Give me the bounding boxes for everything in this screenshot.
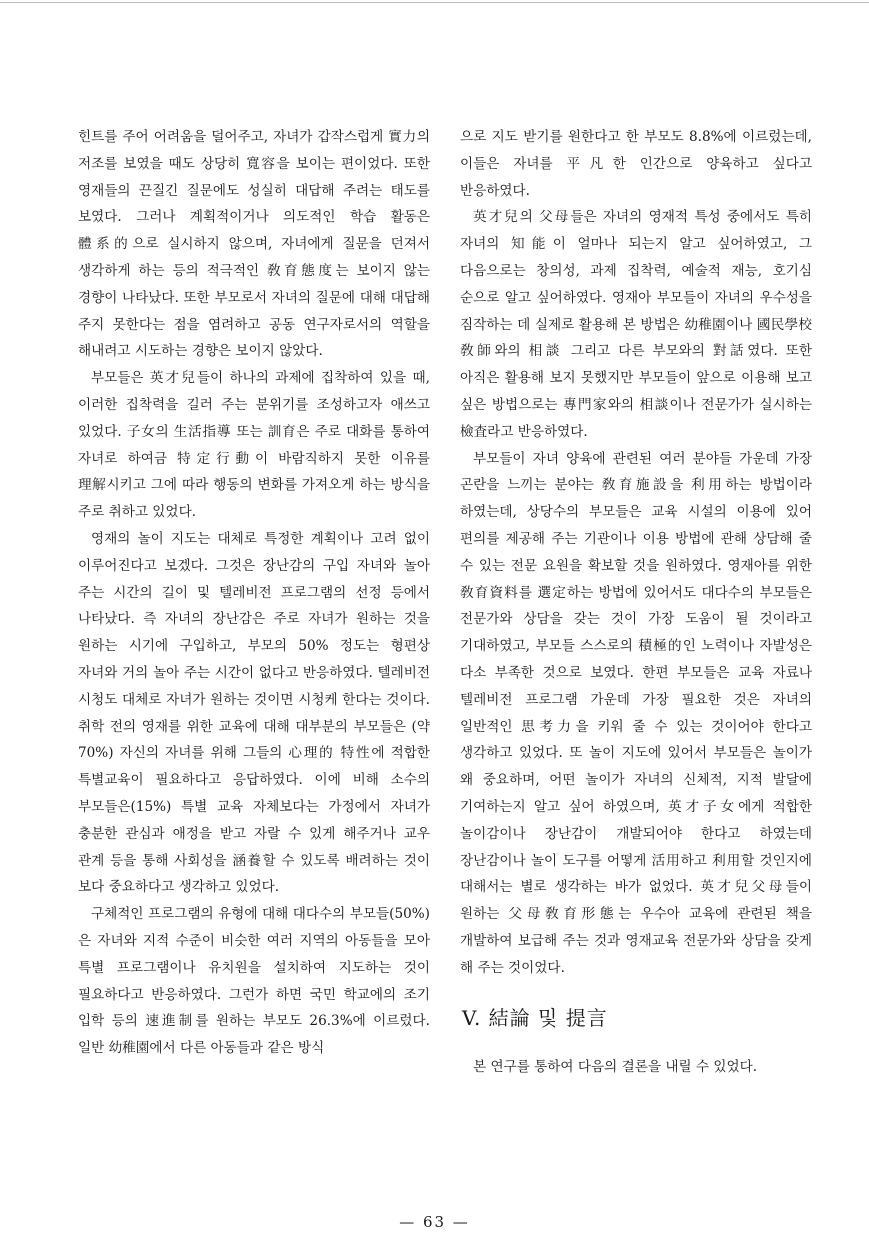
- paragraph: 영재의 놀이 지도는 대체로 특정한 계획이나 고려 없이 이루어진다고 보겠다. 그것은 장난감의 구입 자녀와 놀아 주는 시간의 길이 및 텔레비전 프로그램의 선정 등에서 나타났다. 즉 자녀의 장난감은 주로 자녀가 원하는 것을 원하는 시기에 구입하고, 부모의 50% 정도는 형편상 자녀와 거의 놀아 주는 시간이 없다고 반응하였다. 텔레비전 시청도 대체로 자녀가 원하는 것이면 시청케 한다는 것이다. 취학 전의 영재를 위한 교육에 대해 대부분의 부모들은 (약 70%) 자신의 자녀를 위해 그들의 心理的 特性에 적합한 특별교육이 필요하다고 응답하였다. 이에 비해 소수의 부모들은(15%) 특별 교육 자체보다는 가정에서 자녀가 충분한 관심과 애정을 받고 자랄 수 있게 해주거나 교우 관계 등을 통해 사회성을 涵養할 수 있도록 배려하는 것이 보다 중요하다고 생각하고 있었다.: [78, 530, 430, 896]
- left-column: [78, 124, 430, 1062]
- paragraph: 英才兒의 父母들은 자녀의 영재적 특성 중에서도 특히 자녀의 知能이 얼마나 되는지 알고 싶어하였고, 그 다음으로는 창의성, 과제 집착력, 예술적 재능, 호기심 순으로 알고 싶어하였다. 영재아 부모들이 자녀의 우수성을 짐작하는 데 실제로 활용해 본 방법은 幼稚園이나 國民學校 敎師와의 相談 그리고 다른 부모와의 對話였다. 또한 아직은 활용해 보지 못했지만 부모들이 앞으로 이용해 보고 싶은 방법으로는 專門家와의 相談이나 전문가가 실시하는 檢査라고 반응하였다.: [460, 209, 812, 440]
- page-number: — 63 —: [399, 1213, 470, 1231]
- top-border-line: [0, 2, 869, 3]
- paragraph: 으로 지도 받기를 원한다고 한 부모도 8.8%에 이르렀는데, 이들은 자녀를 平凡한 인간으로 양육하고 싶다고 반응하였다.: [460, 129, 812, 199]
- paragraph: 부모들은 英才兒들이 하나의 과제에 집착하여 있을 때, 이러한 집착력을 길러 주는 분위기를 조성하고자 애쓰고 있었다. 子女의 生活指導 또는 訓育은 주로 대화를 통하여 자녀로 하여금 特定行動이 바람직하지 못한 이유를 理解시키고 그에 따라 행동의 변화를 가져오게 하는 방식을 주로 취하고 있었다.: [78, 370, 430, 521]
- paragraph: 부모들이 자녀 양육에 관련된 여러 분야들 가운데 가장 곤란을 느끼는 분야는 敎育施設을 利用하는 방법이라 하였는데, 상당수의 부모들은 교육 시설의 이용에 있어 편의를 제공해 주는 기관이나 이용 방법에 관해 상담해 줄 수 있는 전문 요원을 확보할 것을 원하였다. 영재아를 위한 敎育資料를 選定하는 방법에 있어서도 대다수의 부모들은 전문가와 상담을 갖는 것이 가장 도움이 될 것이라고 기대하였고, 부모들 스스로의 積極的인 노력이나 자발성은 다소 부족한 것으로 보였다. 한편 부모들은 교육 자료나 텔레비전 프로그램 가운데 가장 필요한 것은 자녀의 일반적인 思考力을 키워 줄 수 있는 것이어야 한다고 생각하고 있었다. 또 놀이 지도에 있어서 부모들은 놀이가 왜 중요하며, 어떤 놀이가 자녀의 신체적, 지적 발달에 기여하는지 알고 싶어 하였으며, 英才子女에게 적합한 놀이감이나 장난감이 개발되어야 한다고 하였는데 장난감이나 놀이 도구를 어떻게 活用하고 利用할 것인지에 대해서는 별로 생각하는 바가 없었다. 英才兒父母들이 원하는 父母敎育形態는 우수아 교육에 관련된 책을 개발하여 보급해 주는 것과 영재교육 전문가와 상담을 갖게 해 주는 것이었다.: [460, 450, 812, 976]
- section-heading: V. 結論 및 提言: [462, 1005, 608, 1030]
- paragraph: 본 연구를 통하여 다음의 결론을 내릴 수 있었다.: [473, 1058, 758, 1075]
- paragraph: 구체적인 프로그램의 유형에 대해 대다수의 부모들(50%)은 자녀와 지적 수준이 비슷한 여러 지역의 아동들을 모아 특별 프로그램이나 유치원을 설치하여 지도하는 것이 필요하다고 반응하였다. 그런가 하면 국민 학교에의 조기 입학 등의 速進制를 원하는 부모도 26.3%에 이르렀다. 일반 幼稚園에서 다른 아동들과 같은 방식: [78, 906, 430, 1057]
- right-column: [460, 124, 812, 1080]
- paragraph: 힌트를 주어 어려움을 덜어주고, 자녀가 갑작스럽게 實力의 저조를 보였을 때도 상당히 寬容을 보이는 편이었다. 또한 영재들의 끈질긴 질문에도 성실히 대답해 주려는 태도를 보였다. 그러나 계획적이거나 의도적인 학습 활동은 體系的으로 실시하지 않으며, 자녀에게 질문을 던져서 생각하게 하는 등의 적극적인 敎育態度는 보이지 않는 경향이 나타났다. 또한 부모로서 자녀의 질문에 대해 대답해 주지 못한다는 점을 염려하고 공동 연구자로서의 역할을 해내려고 시도하는 경향은 보이지 않았다.: [78, 129, 430, 360]
